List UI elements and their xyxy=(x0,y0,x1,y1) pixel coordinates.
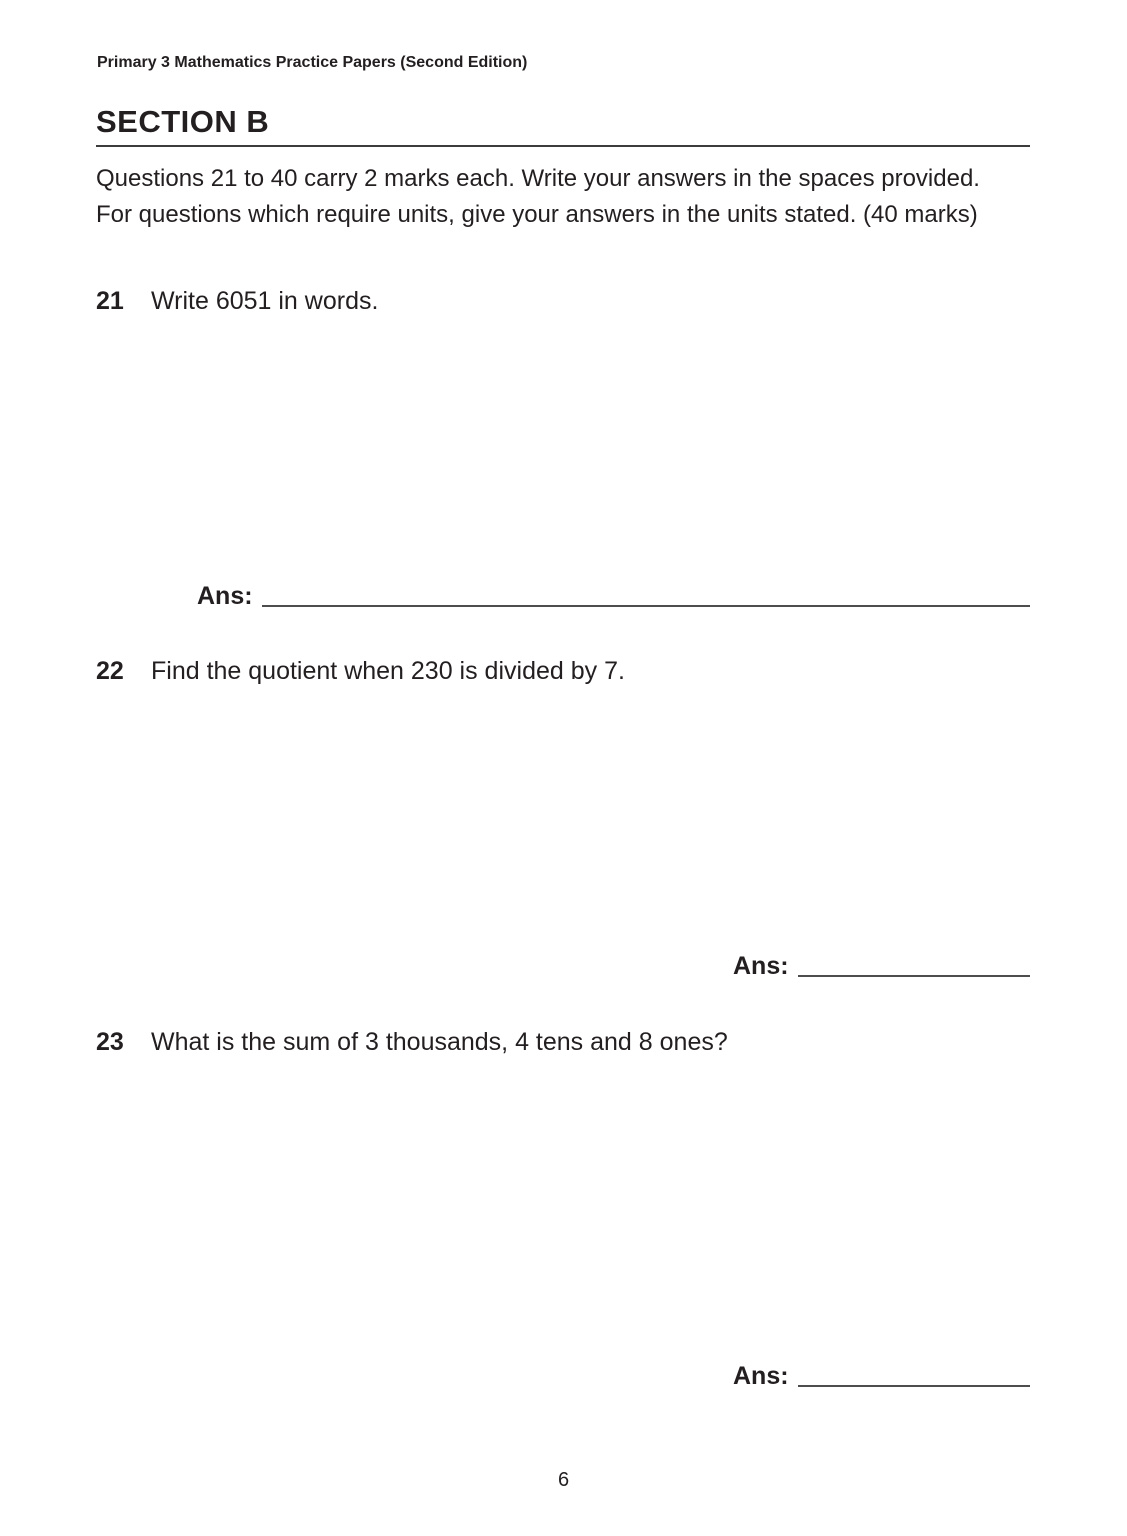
answer-area-21 xyxy=(197,582,1030,611)
page-number: 6 xyxy=(557,1469,570,1491)
question-number: 23 xyxy=(96,1028,124,1056)
running-header: Primary 3 Mathematics Practice Papers (Second Edition) xyxy=(97,54,528,71)
section-title: SECTION B xyxy=(96,104,270,139)
question-text: Write 6051 in words. xyxy=(151,287,379,315)
question-23 xyxy=(96,1028,728,1057)
ans-label: Ans: xyxy=(197,582,253,610)
answer-area-23 xyxy=(733,1362,1030,1391)
answer-area-22 xyxy=(733,952,1030,981)
ans-label: Ans: xyxy=(733,952,789,980)
question-22 xyxy=(96,657,625,686)
section-title-rule xyxy=(96,145,1030,147)
question-number: 22 xyxy=(96,657,124,685)
answer-blank-line xyxy=(798,1362,1030,1387)
answer-blank-line xyxy=(798,952,1030,977)
question-number: 21 xyxy=(96,287,124,315)
instructions-line-2: For questions which require units, give your answers in the units stated. (40 marks) xyxy=(96,201,978,228)
section-instructions xyxy=(96,161,1056,233)
instructions-line-1: Questions 21 to 40 carry 2 marks each. Write your answers in the spaces provided. xyxy=(96,165,980,192)
answer-blank-line xyxy=(262,582,1030,607)
question-21 xyxy=(96,287,378,316)
question-text: Find the quotient when 230 is divided by 7. xyxy=(151,657,625,685)
ans-label: Ans: xyxy=(733,1362,789,1390)
question-text: What is the sum of 3 thousands, 4 tens and 8 ones? xyxy=(151,1028,728,1056)
